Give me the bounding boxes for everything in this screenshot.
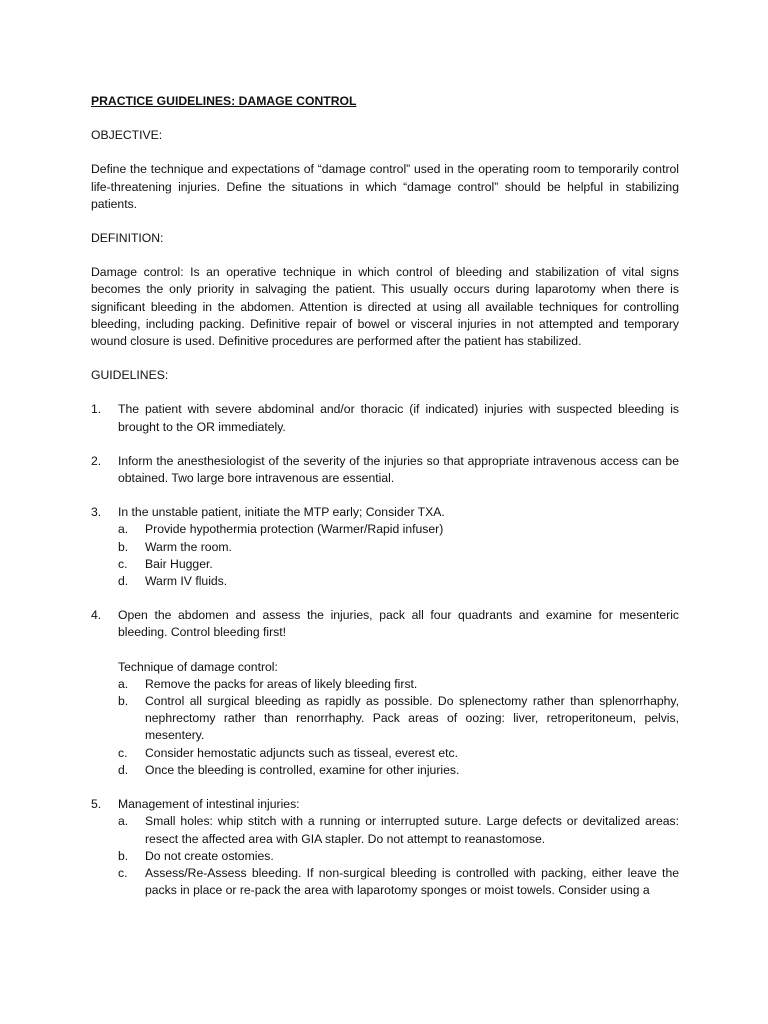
- sub-item-letter: c.: [118, 865, 128, 880]
- guideline-item-1: [91, 401, 679, 435]
- sub-item: [118, 848, 679, 865]
- sub-item-letter: b.: [118, 539, 129, 554]
- item-text: The patient with severe abdominal and/or thoracic (if indicated) injuries with suspected bleeding is brought to the OR immediately.: [118, 402, 679, 434]
- item-number: 3.: [91, 505, 102, 520]
- document-title: PRACTICE GUIDELINES: DAMAGE CONTROL: [91, 94, 357, 108]
- sub-item-text: Remove the packs for areas of likely bleeding first.: [145, 676, 418, 691]
- guideline-item-5: [91, 796, 679, 899]
- sub-item-text: Control all surgical bleeding as rapidly as possible. Do splenectomy rather than splenorrhaphy, nephrectomy rather than renorrhaphy. Pack areas of oozing: liver, retroperitoneum, pelvis, mesentery.: [145, 694, 679, 743]
- sub-item-text: Bair Hugger.: [145, 556, 213, 571]
- sub-item-letter: d.: [118, 762, 129, 777]
- sub-item: [118, 762, 679, 779]
- item-number: 5.: [91, 797, 102, 812]
- sub-item: [118, 813, 679, 847]
- definition-text: Damage control: Is an operative technique in which control of bleeding and stabilization of vital signs becomes the only priority in salvaging the patient. This usually occurs during laparotomy when there is significant bleeding in the abdomen. Attention is directed at using all available techniques for controlling bleeding, including packing. Definitive repair of bowel or visceral injuries in not attempted and temporary wound closure is used. Definitive procedures are performed after the patient has stabilized.: [91, 265, 679, 349]
- sub-item: [118, 521, 679, 538]
- sub-item: [118, 693, 679, 745]
- sub-item-text: Warm the room.: [145, 539, 232, 554]
- item-text: Management of intestinal injuries:: [118, 797, 300, 812]
- sub-item-text: Assess/Re-Assess bleeding. If non-surgical bleeding is controlled with packing, either leave the packs in place or re-pack the area with laparotomy sponges or moist towels. Consider using a: [145, 865, 679, 898]
- item-number: 1.: [91, 402, 102, 417]
- document-body: [91, 93, 679, 899]
- guideline-item-2: [91, 453, 679, 487]
- sub-item-letter: a.: [118, 814, 129, 829]
- item-number: 4.: [91, 608, 102, 623]
- item-text: Open the abdomen and assess the injuries, pack all four quadrants and examine for mesenteric bleeding. Control bleeding first!: [118, 608, 679, 640]
- sub-item-text: Do not create ostomies.: [145, 848, 274, 863]
- definition-heading: DEFINITION:: [91, 231, 164, 246]
- sub-item: [118, 573, 679, 590]
- sub-item-letter: a.: [118, 522, 129, 537]
- guideline-item-4: [91, 607, 679, 779]
- item-number: 2.: [91, 453, 102, 468]
- sub-item-text: Consider hemostatic adjuncts such as tisseal, everest etc.: [145, 745, 458, 760]
- sub-item-text: Warm IV fluids.: [145, 574, 228, 589]
- sub-item: [118, 865, 679, 899]
- item-text: In the unstable patient, initiate the MTP early; Consider TXA.: [118, 505, 445, 520]
- sub-item-letter: d.: [118, 574, 129, 589]
- sub-item: [118, 556, 679, 573]
- guideline-item-3: [91, 504, 679, 590]
- sub-item-text: Once the bleeding is controlled, examine for other injuries.: [145, 762, 460, 777]
- guidelines-heading: GUIDELINES:: [91, 368, 169, 383]
- objective-text: Define the technique and expectations of “damage control” used in the operating room to temporarily control life-threatening injuries. Define the situations in which “damage control” should be helpful in stabilizing patients.: [91, 162, 679, 211]
- sub-item-letter: c.: [118, 745, 128, 760]
- objective-heading: OBJECTIVE:: [91, 128, 163, 143]
- sub-item-letter: b.: [118, 694, 129, 709]
- sub-item-letter: b.: [118, 848, 129, 863]
- sub-item-text: Small holes: whip stitch with a running or interrupted suture. Large defects or devitalized areas: resect the affected area with GIA stapler. Do not attempt to reanastomose.: [145, 814, 679, 846]
- sub-item-letter: c.: [118, 556, 128, 571]
- sub-item-text: Provide hypothermia protection (Warmer/Rapid infuser): [145, 522, 444, 537]
- sub-item: [118, 539, 679, 556]
- item-text: Inform the anesthesiologist of the severity of the injuries so that appropriate intravenous access can be obtained. Two large bore intravenous are essential.: [118, 453, 679, 486]
- sub-item: [118, 745, 679, 762]
- technique-subheading: Technique of damage control:: [118, 659, 278, 674]
- sub-item: [118, 676, 679, 693]
- sub-item-letter: a.: [118, 676, 129, 691]
